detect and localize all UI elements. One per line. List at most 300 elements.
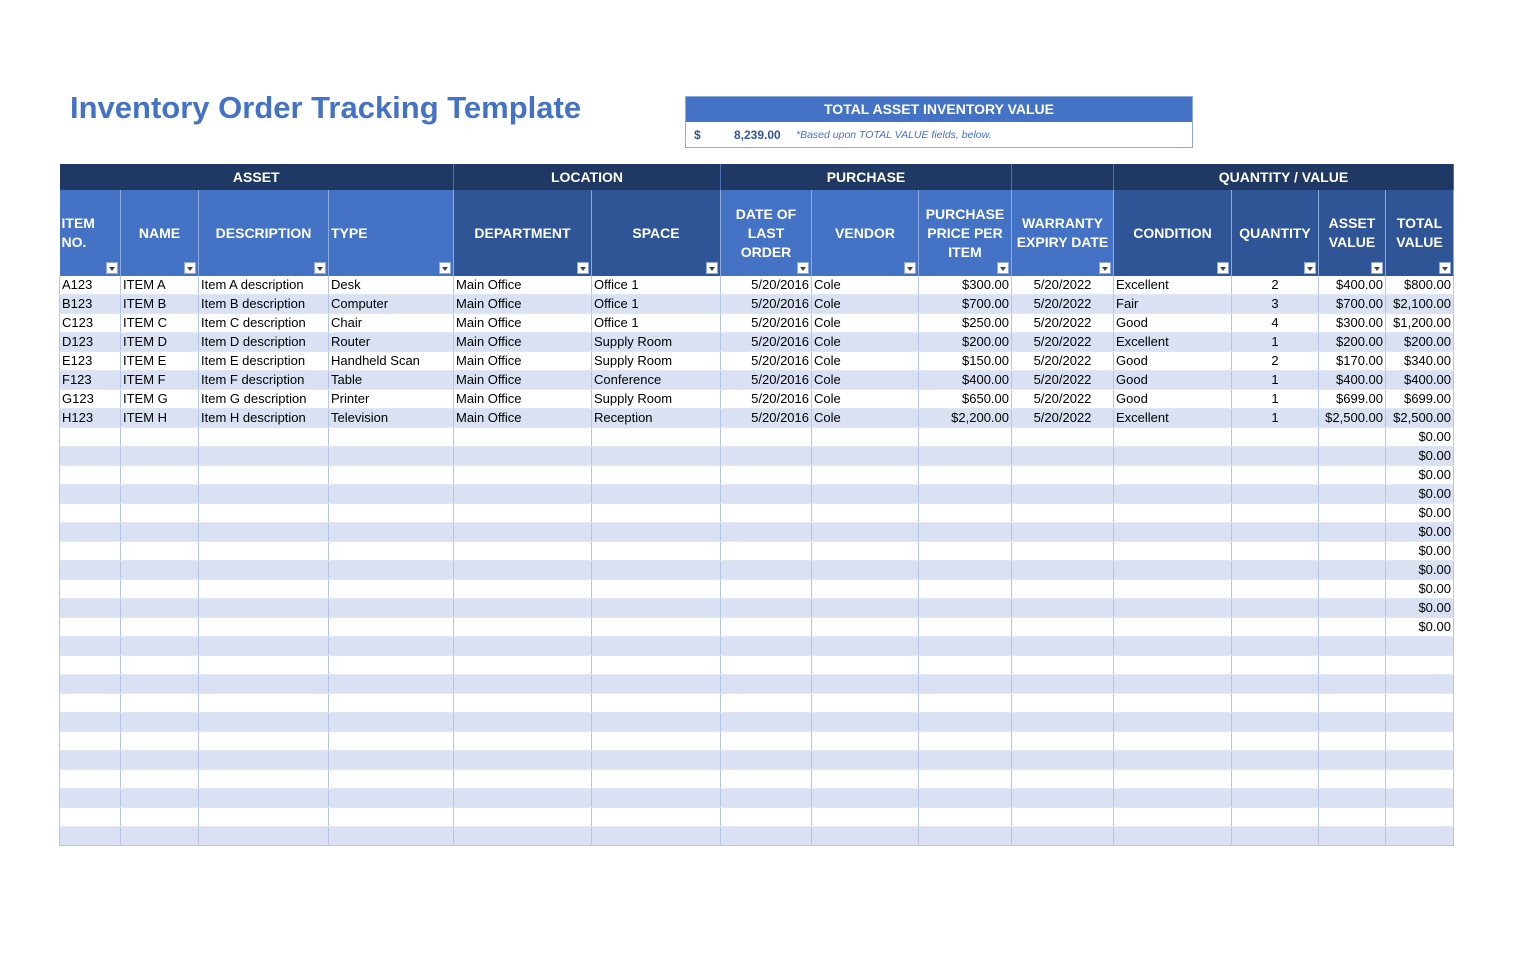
col-department[interactable] — [454, 190, 592, 276]
cell-purchase-price[interactable] — [919, 675, 1012, 694]
cell-total-value[interactable] — [1386, 694, 1454, 713]
cell-asset-value[interactable] — [1319, 447, 1386, 466]
cell-total-value[interactable]: $0.00 — [1386, 523, 1454, 542]
cell-warranty[interactable]: 5/20/2022 — [1012, 371, 1114, 390]
cell-space[interactable]: Conference — [592, 371, 721, 390]
cell-space[interactable] — [592, 808, 721, 827]
cell-department[interactable]: Main Office — [454, 276, 592, 295]
cell-department[interactable] — [454, 428, 592, 447]
cell-department[interactable] — [454, 713, 592, 732]
cell-total-value[interactable]: $800.00 — [1386, 276, 1454, 295]
cell-condition[interactable] — [1114, 751, 1232, 770]
cell-vendor[interactable] — [812, 808, 919, 827]
cell-vendor[interactable] — [812, 675, 919, 694]
cell-description[interactable] — [199, 599, 329, 618]
cell-warranty[interactable]: 5/20/2022 — [1012, 295, 1114, 314]
cell-vendor[interactable]: Cole — [812, 295, 919, 314]
cell-vendor[interactable] — [812, 466, 919, 485]
cell-department[interactable] — [454, 637, 592, 656]
cell-total-value[interactable]: $0.00 — [1386, 428, 1454, 447]
cell-date-last-order[interactable] — [721, 466, 812, 485]
cell-quantity[interactable]: 2 — [1232, 352, 1319, 371]
cell-description[interactable] — [199, 428, 329, 447]
cell-warranty[interactable] — [1012, 618, 1114, 637]
cell-name[interactable]: ITEM F — [121, 371, 199, 390]
cell-condition[interactable] — [1114, 466, 1232, 485]
cell-vendor[interactable] — [812, 618, 919, 637]
cell-purchase-price[interactable] — [919, 694, 1012, 713]
cell-type[interactable] — [329, 599, 454, 618]
cell-item-no[interactable] — [60, 789, 121, 808]
cell-purchase-price[interactable] — [919, 732, 1012, 751]
cell-warranty[interactable]: 5/20/2022 — [1012, 333, 1114, 352]
cell-asset-value[interactable]: $200.00 — [1319, 333, 1386, 352]
cell-asset-value[interactable] — [1319, 827, 1386, 846]
cell-vendor[interactable] — [812, 447, 919, 466]
cell-space[interactable] — [592, 694, 721, 713]
cell-space[interactable] — [592, 618, 721, 637]
cell-type[interactable]: Printer — [329, 390, 454, 409]
col-vendor[interactable] — [812, 190, 919, 276]
filter-dropdown-icon[interactable] — [1099, 262, 1111, 274]
cell-type[interactable] — [329, 751, 454, 770]
cell-space[interactable]: Office 1 — [592, 295, 721, 314]
cell-asset-value[interactable] — [1319, 770, 1386, 789]
cell-warranty[interactable] — [1012, 580, 1114, 599]
cell-description[interactable] — [199, 789, 329, 808]
cell-department[interactable] — [454, 542, 592, 561]
cell-date-last-order[interactable] — [721, 656, 812, 675]
cell-condition[interactable]: Good — [1114, 352, 1232, 371]
cell-purchase-price[interactable] — [919, 827, 1012, 846]
cell-space[interactable]: Supply Room — [592, 390, 721, 409]
cell-vendor[interactable] — [812, 504, 919, 523]
cell-description[interactable] — [199, 732, 329, 751]
cell-type[interactable] — [329, 447, 454, 466]
cell-description[interactable] — [199, 808, 329, 827]
cell-space[interactable] — [592, 504, 721, 523]
cell-warranty[interactable] — [1012, 656, 1114, 675]
cell-purchase-price[interactable] — [919, 637, 1012, 656]
cell-warranty[interactable] — [1012, 713, 1114, 732]
cell-warranty[interactable]: 5/20/2022 — [1012, 409, 1114, 428]
cell-item-no[interactable] — [60, 827, 121, 846]
cell-condition[interactable]: Fair — [1114, 295, 1232, 314]
cell-purchase-price[interactable] — [919, 428, 1012, 447]
cell-vendor[interactable]: Cole — [812, 390, 919, 409]
cell-quantity[interactable] — [1232, 637, 1319, 656]
cell-warranty[interactable] — [1012, 637, 1114, 656]
cell-date-last-order[interactable] — [721, 561, 812, 580]
cell-date-last-order[interactable] — [721, 827, 812, 846]
filter-dropdown-icon[interactable] — [706, 262, 718, 274]
cell-description[interactable]: Item C description — [199, 314, 329, 333]
cell-warranty[interactable] — [1012, 447, 1114, 466]
cell-quantity[interactable] — [1232, 694, 1319, 713]
cell-description[interactable] — [199, 618, 329, 637]
cell-condition[interactable] — [1114, 504, 1232, 523]
cell-name[interactable] — [121, 827, 199, 846]
cell-department[interactable] — [454, 523, 592, 542]
cell-description[interactable] — [199, 485, 329, 504]
cell-total-value[interactable]: $0.00 — [1386, 447, 1454, 466]
cell-type[interactable]: Chair — [329, 314, 454, 333]
cell-item-no[interactable] — [60, 618, 121, 637]
cell-warranty[interactable] — [1012, 523, 1114, 542]
cell-vendor[interactable]: Cole — [812, 314, 919, 333]
cell-asset-value[interactable] — [1319, 694, 1386, 713]
cell-condition[interactable] — [1114, 485, 1232, 504]
cell-space[interactable] — [592, 561, 721, 580]
cell-warranty[interactable] — [1012, 466, 1114, 485]
cell-asset-value[interactable]: $699.00 — [1319, 390, 1386, 409]
cell-total-value[interactable]: $0.00 — [1386, 466, 1454, 485]
cell-condition[interactable] — [1114, 580, 1232, 599]
cell-vendor[interactable]: Cole — [812, 276, 919, 295]
cell-purchase-price[interactable] — [919, 523, 1012, 542]
summary-total-value[interactable]: 8,239.00 — [734, 128, 781, 142]
cell-space[interactable] — [592, 789, 721, 808]
cell-asset-value[interactable]: $300.00 — [1319, 314, 1386, 333]
cell-type[interactable] — [329, 618, 454, 637]
cell-quantity[interactable] — [1232, 827, 1319, 846]
cell-asset-value[interactable] — [1319, 504, 1386, 523]
col-asset-value[interactable] — [1319, 190, 1386, 276]
cell-purchase-price[interactable] — [919, 447, 1012, 466]
cell-purchase-price[interactable] — [919, 713, 1012, 732]
cell-name[interactable] — [121, 770, 199, 789]
cell-vendor[interactable] — [812, 599, 919, 618]
cell-purchase-price[interactable]: $150.00 — [919, 352, 1012, 371]
cell-purchase-price[interactable] — [919, 561, 1012, 580]
cell-date-last-order[interactable]: 5/20/2016 — [721, 390, 812, 409]
filter-dropdown-icon[interactable] — [106, 262, 118, 274]
cell-type[interactable] — [329, 542, 454, 561]
cell-name[interactable]: ITEM B — [121, 295, 199, 314]
cell-item-no[interactable]: C123 — [60, 314, 121, 333]
cell-warranty[interactable]: 5/20/2022 — [1012, 390, 1114, 409]
cell-quantity[interactable] — [1232, 580, 1319, 599]
cell-space[interactable] — [592, 485, 721, 504]
cell-department[interactable] — [454, 561, 592, 580]
cell-type[interactable]: Table — [329, 371, 454, 390]
cell-quantity[interactable] — [1232, 618, 1319, 637]
cell-date-last-order[interactable] — [721, 751, 812, 770]
cell-quantity[interactable] — [1232, 447, 1319, 466]
cell-asset-value[interactable] — [1319, 599, 1386, 618]
cell-space[interactable] — [592, 466, 721, 485]
cell-description[interactable] — [199, 447, 329, 466]
cell-asset-value[interactable] — [1319, 675, 1386, 694]
cell-total-value[interactable]: $2,100.00 — [1386, 295, 1454, 314]
cell-type[interactable] — [329, 656, 454, 675]
cell-total-value[interactable]: $0.00 — [1386, 485, 1454, 504]
cell-total-value[interactable] — [1386, 789, 1454, 808]
cell-type[interactable] — [329, 504, 454, 523]
cell-description[interactable] — [199, 504, 329, 523]
cell-name[interactable]: ITEM G — [121, 390, 199, 409]
cell-type[interactable]: Desk — [329, 276, 454, 295]
cell-vendor[interactable] — [812, 656, 919, 675]
cell-quantity[interactable] — [1232, 751, 1319, 770]
cell-asset-value[interactable] — [1319, 808, 1386, 827]
cell-condition[interactable] — [1114, 428, 1232, 447]
col-condition[interactable] — [1114, 190, 1232, 276]
cell-vendor[interactable] — [812, 523, 919, 542]
cell-vendor[interactable] — [812, 428, 919, 447]
cell-description[interactable] — [199, 694, 329, 713]
cell-department[interactable] — [454, 675, 592, 694]
cell-department[interactable] — [454, 694, 592, 713]
cell-purchase-price[interactable] — [919, 770, 1012, 789]
cell-total-value[interactable]: $0.00 — [1386, 580, 1454, 599]
cell-space[interactable] — [592, 770, 721, 789]
cell-condition[interactable] — [1114, 827, 1232, 846]
cell-department[interactable] — [454, 656, 592, 675]
cell-item-no[interactable]: H123 — [60, 409, 121, 428]
cell-department[interactable] — [454, 789, 592, 808]
cell-department[interactable] — [454, 751, 592, 770]
cell-date-last-order[interactable] — [721, 770, 812, 789]
cell-item-no[interactable] — [60, 523, 121, 542]
cell-quantity[interactable] — [1232, 713, 1319, 732]
cell-quantity[interactable]: 2 — [1232, 276, 1319, 295]
cell-type[interactable] — [329, 713, 454, 732]
cell-total-value[interactable] — [1386, 675, 1454, 694]
cell-date-last-order[interactable] — [721, 637, 812, 656]
cell-condition[interactable] — [1114, 447, 1232, 466]
cell-asset-value[interactable] — [1319, 751, 1386, 770]
cell-warranty[interactable] — [1012, 675, 1114, 694]
cell-item-no[interactable] — [60, 447, 121, 466]
cell-quantity[interactable] — [1232, 504, 1319, 523]
cell-vendor[interactable] — [812, 770, 919, 789]
cell-date-last-order[interactable] — [721, 504, 812, 523]
cell-type[interactable] — [329, 428, 454, 447]
col-description[interactable] — [199, 190, 329, 276]
cell-name[interactable] — [121, 656, 199, 675]
cell-asset-value[interactable]: $400.00 — [1319, 371, 1386, 390]
cell-item-no[interactable] — [60, 694, 121, 713]
cell-name[interactable] — [121, 599, 199, 618]
cell-item-no[interactable]: D123 — [60, 333, 121, 352]
cell-warranty[interactable] — [1012, 485, 1114, 504]
cell-date-last-order[interactable]: 5/20/2016 — [721, 314, 812, 333]
cell-type[interactable] — [329, 523, 454, 542]
cell-purchase-price[interactable]: $2,200.00 — [919, 409, 1012, 428]
cell-vendor[interactable] — [812, 694, 919, 713]
cell-purchase-price[interactable]: $300.00 — [919, 276, 1012, 295]
cell-vendor[interactable]: Cole — [812, 352, 919, 371]
col-type[interactable] — [329, 190, 454, 276]
cell-condition[interactable] — [1114, 637, 1232, 656]
cell-type[interactable] — [329, 694, 454, 713]
cell-date-last-order[interactable] — [721, 675, 812, 694]
cell-warranty[interactable] — [1012, 827, 1114, 846]
cell-space[interactable]: Supply Room — [592, 333, 721, 352]
col-space[interactable] — [592, 190, 721, 276]
cell-name[interactable] — [121, 504, 199, 523]
cell-item-no[interactable]: A123 — [60, 276, 121, 295]
cell-date-last-order[interactable]: 5/20/2016 — [721, 409, 812, 428]
cell-date-last-order[interactable] — [721, 580, 812, 599]
cell-name[interactable] — [121, 637, 199, 656]
cell-quantity[interactable] — [1232, 770, 1319, 789]
cell-name[interactable] — [121, 542, 199, 561]
cell-quantity[interactable] — [1232, 675, 1319, 694]
cell-condition[interactable]: Excellent — [1114, 333, 1232, 352]
cell-department[interactable]: Main Office — [454, 352, 592, 371]
cell-space[interactable] — [592, 656, 721, 675]
col-quantity[interactable] — [1232, 190, 1319, 276]
filter-dropdown-icon[interactable] — [314, 262, 326, 274]
cell-purchase-price[interactable] — [919, 618, 1012, 637]
cell-department[interactable]: Main Office — [454, 295, 592, 314]
cell-asset-value[interactable] — [1319, 523, 1386, 542]
cell-vendor[interactable] — [812, 732, 919, 751]
cell-name[interactable]: ITEM C — [121, 314, 199, 333]
cell-asset-value[interactable] — [1319, 618, 1386, 637]
filter-dropdown-icon[interactable] — [1371, 262, 1383, 274]
cell-warranty[interactable] — [1012, 504, 1114, 523]
cell-condition[interactable] — [1114, 523, 1232, 542]
cell-name[interactable] — [121, 618, 199, 637]
cell-condition[interactable] — [1114, 694, 1232, 713]
cell-name[interactable] — [121, 466, 199, 485]
cell-description[interactable]: Item H description — [199, 409, 329, 428]
cell-item-no[interactable] — [60, 637, 121, 656]
cell-quantity[interactable] — [1232, 485, 1319, 504]
cell-date-last-order[interactable] — [721, 789, 812, 808]
cell-quantity[interactable] — [1232, 808, 1319, 827]
cell-total-value[interactable]: $2,500.00 — [1386, 409, 1454, 428]
cell-item-no[interactable] — [60, 808, 121, 827]
cell-department[interactable] — [454, 504, 592, 523]
cell-department[interactable] — [454, 827, 592, 846]
cell-total-value[interactable]: $0.00 — [1386, 504, 1454, 523]
cell-name[interactable]: ITEM E — [121, 352, 199, 371]
cell-warranty[interactable] — [1012, 770, 1114, 789]
cell-condition[interactable] — [1114, 561, 1232, 580]
cell-description[interactable] — [199, 770, 329, 789]
cell-space[interactable]: Office 1 — [592, 314, 721, 333]
cell-name[interactable]: ITEM D — [121, 333, 199, 352]
cell-name[interactable] — [121, 694, 199, 713]
cell-item-no[interactable] — [60, 732, 121, 751]
cell-total-value[interactable] — [1386, 751, 1454, 770]
cell-name[interactable] — [121, 732, 199, 751]
cell-total-value[interactable]: $340.00 — [1386, 352, 1454, 371]
cell-date-last-order[interactable] — [721, 808, 812, 827]
cell-condition[interactable] — [1114, 808, 1232, 827]
cell-department[interactable]: Main Office — [454, 390, 592, 409]
cell-department[interactable] — [454, 447, 592, 466]
cell-type[interactable] — [329, 808, 454, 827]
cell-name[interactable] — [121, 485, 199, 504]
cell-type[interactable] — [329, 827, 454, 846]
cell-department[interactable]: Main Office — [454, 409, 592, 428]
cell-item-no[interactable] — [60, 580, 121, 599]
cell-type[interactable]: Computer — [329, 295, 454, 314]
cell-description[interactable]: Item A description — [199, 276, 329, 295]
cell-purchase-price[interactable]: $700.00 — [919, 295, 1012, 314]
cell-space[interactable] — [592, 637, 721, 656]
cell-quantity[interactable]: 3 — [1232, 295, 1319, 314]
cell-purchase-price[interactable] — [919, 580, 1012, 599]
cell-vendor[interactable] — [812, 637, 919, 656]
cell-vendor[interactable] — [812, 580, 919, 599]
cell-vendor[interactable] — [812, 827, 919, 846]
col-purchase-price[interactable] — [919, 190, 1012, 276]
cell-quantity[interactable]: 1 — [1232, 409, 1319, 428]
cell-date-last-order[interactable]: 5/20/2016 — [721, 276, 812, 295]
cell-vendor[interactable] — [812, 751, 919, 770]
cell-name[interactable] — [121, 675, 199, 694]
cell-name[interactable]: ITEM H — [121, 409, 199, 428]
cell-purchase-price[interactable] — [919, 789, 1012, 808]
cell-total-value[interactable] — [1386, 770, 1454, 789]
cell-department[interactable] — [454, 485, 592, 504]
cell-department[interactable]: Main Office — [454, 371, 592, 390]
cell-name[interactable] — [121, 751, 199, 770]
cell-date-last-order[interactable]: 5/20/2016 — [721, 371, 812, 390]
cell-type[interactable] — [329, 580, 454, 599]
cell-quantity[interactable] — [1232, 428, 1319, 447]
cell-condition[interactable]: Good — [1114, 371, 1232, 390]
cell-date-last-order[interactable] — [721, 485, 812, 504]
cell-space[interactable] — [592, 428, 721, 447]
filter-dropdown-icon[interactable] — [797, 262, 809, 274]
cell-total-value[interactable]: $1,200.00 — [1386, 314, 1454, 333]
cell-total-value[interactable] — [1386, 637, 1454, 656]
cell-total-value[interactable]: $0.00 — [1386, 542, 1454, 561]
cell-description[interactable]: Item D description — [199, 333, 329, 352]
cell-date-last-order[interactable] — [721, 599, 812, 618]
cell-type[interactable]: Handheld Scan — [329, 352, 454, 371]
cell-type[interactable] — [329, 485, 454, 504]
cell-date-last-order[interactable]: 5/20/2016 — [721, 333, 812, 352]
cell-condition[interactable] — [1114, 789, 1232, 808]
cell-name[interactable] — [121, 789, 199, 808]
cell-date-last-order[interactable]: 5/20/2016 — [721, 295, 812, 314]
filter-dropdown-icon[interactable] — [577, 262, 589, 274]
cell-date-last-order[interactable] — [721, 694, 812, 713]
cell-description[interactable] — [199, 542, 329, 561]
cell-description[interactable] — [199, 561, 329, 580]
cell-department[interactable] — [454, 618, 592, 637]
cell-quantity[interactable] — [1232, 789, 1319, 808]
cell-quantity[interactable]: 4 — [1232, 314, 1319, 333]
cell-warranty[interactable]: 5/20/2022 — [1012, 276, 1114, 295]
cell-vendor[interactable]: Cole — [812, 371, 919, 390]
cell-description[interactable] — [199, 656, 329, 675]
cell-quantity[interactable] — [1232, 466, 1319, 485]
cell-item-no[interactable] — [60, 751, 121, 770]
cell-department[interactable]: Main Office — [454, 314, 592, 333]
cell-purchase-price[interactable] — [919, 808, 1012, 827]
col-date-last-order[interactable] — [721, 190, 812, 276]
cell-type[interactable] — [329, 770, 454, 789]
col-total-value[interactable] — [1386, 190, 1454, 276]
cell-type[interactable] — [329, 561, 454, 580]
cell-name[interactable] — [121, 561, 199, 580]
cell-asset-value[interactable] — [1319, 485, 1386, 504]
cell-description[interactable] — [199, 713, 329, 732]
cell-vendor[interactable] — [812, 561, 919, 580]
cell-quantity[interactable] — [1232, 599, 1319, 618]
cell-name[interactable] — [121, 428, 199, 447]
cell-item-no[interactable] — [60, 770, 121, 789]
